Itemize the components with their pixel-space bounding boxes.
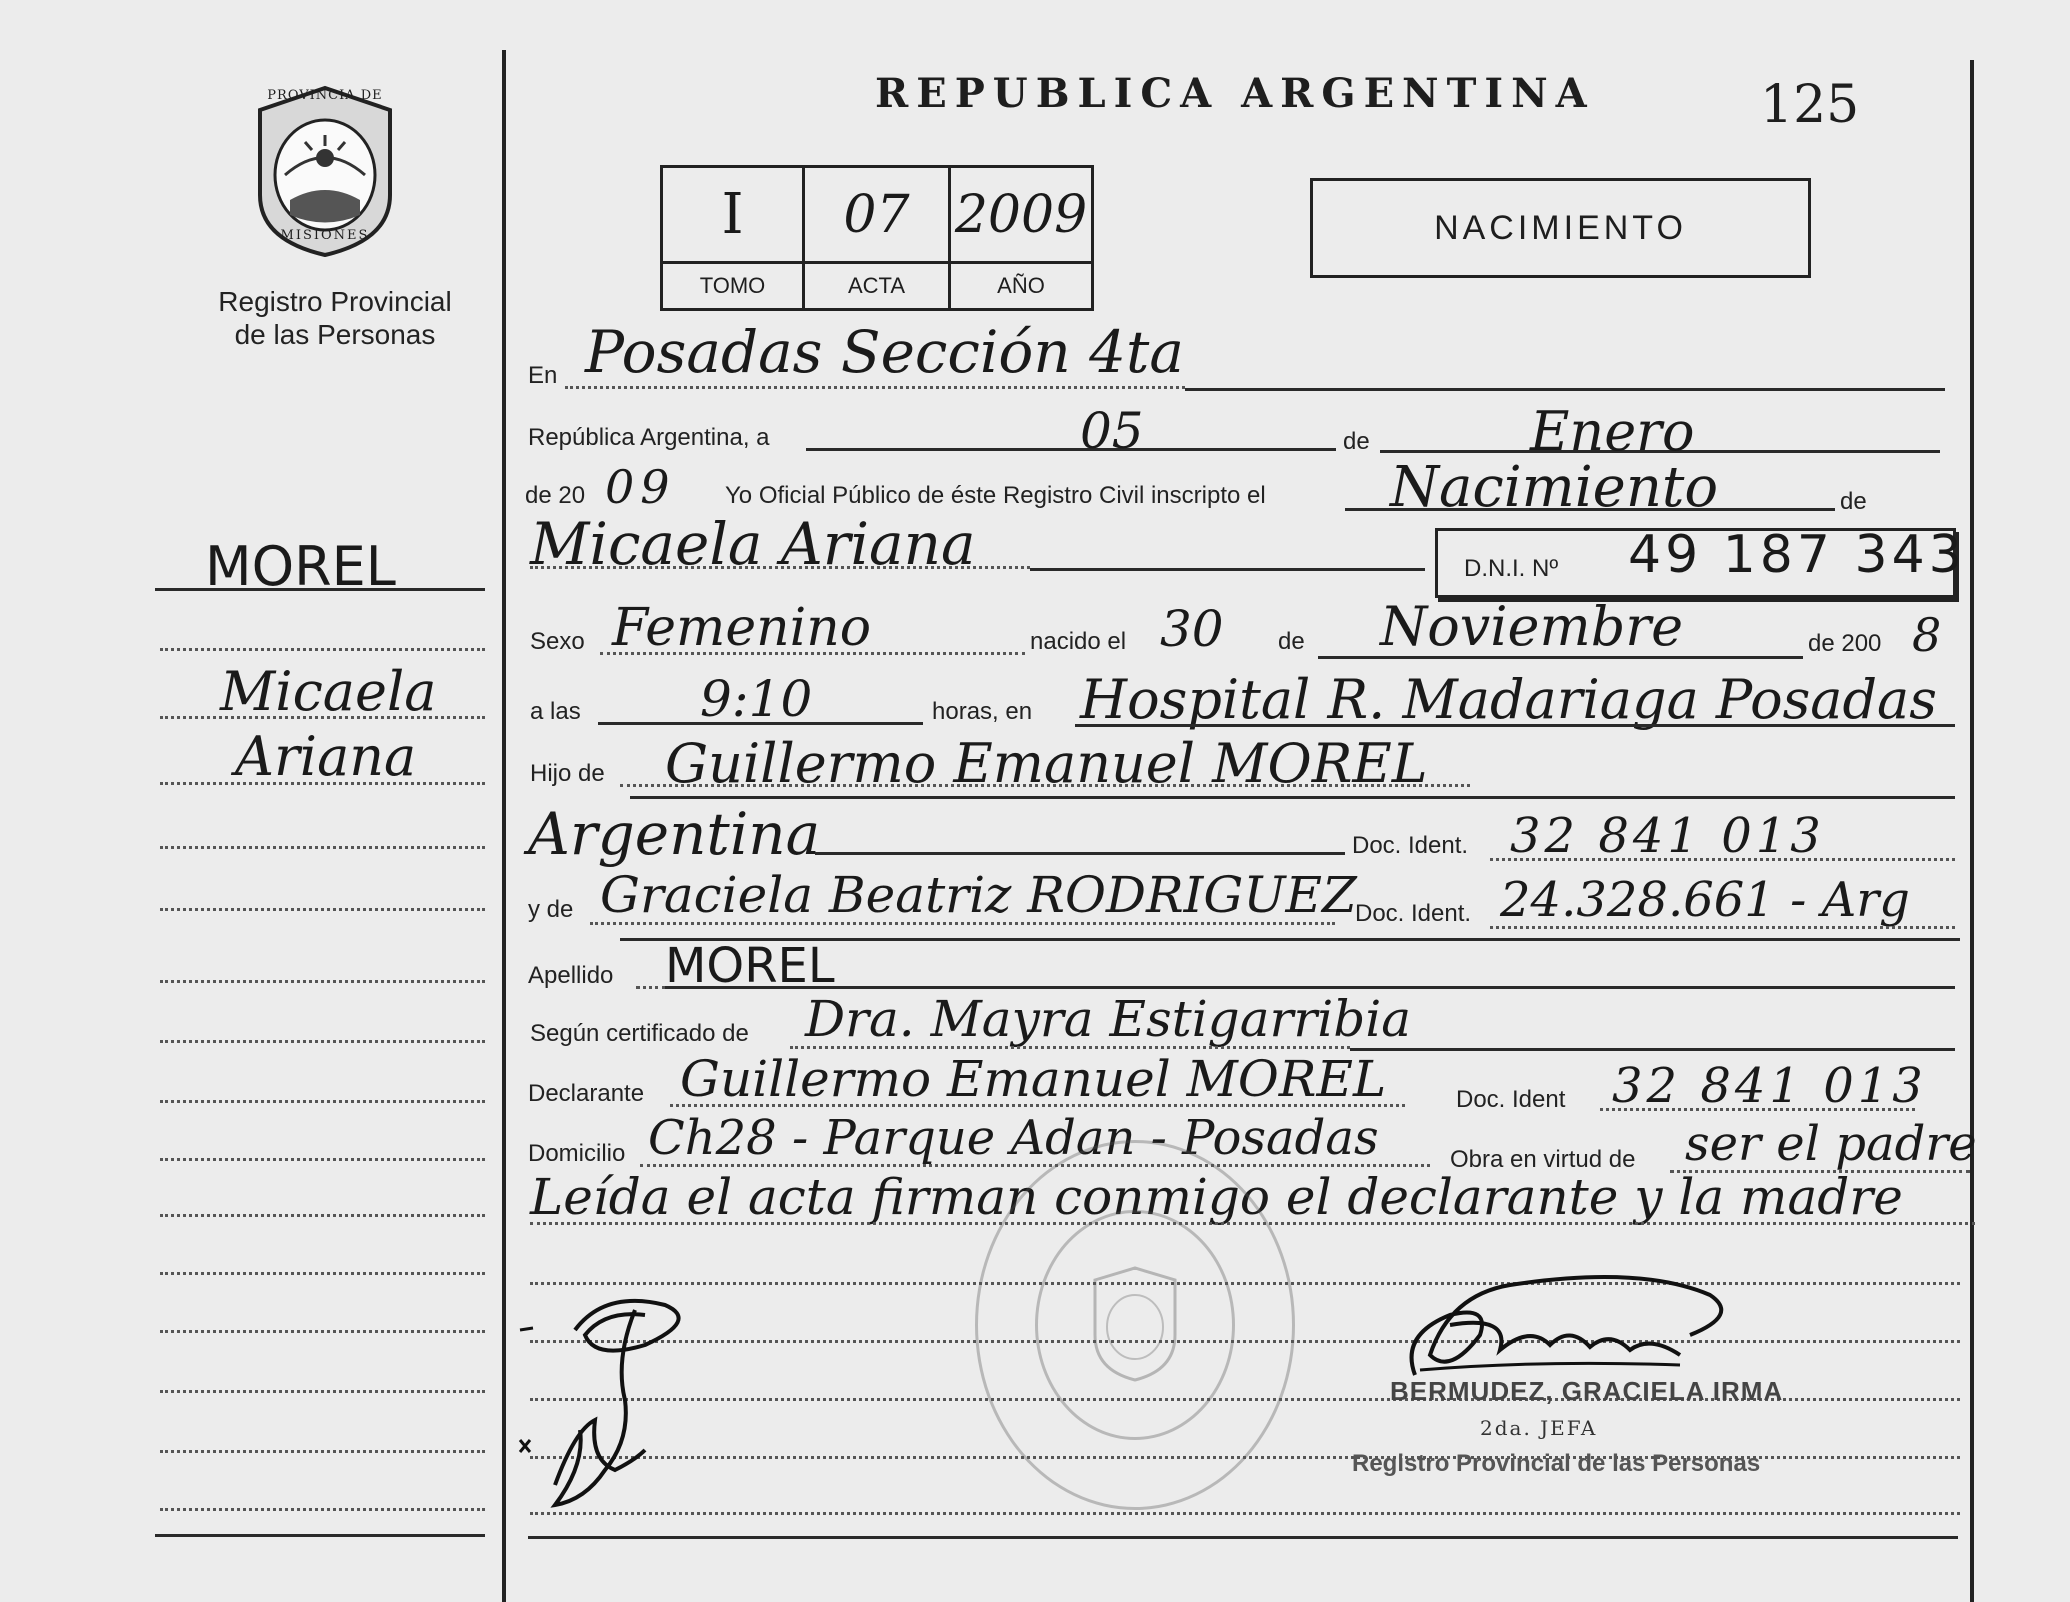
declarante-value: Guillermo Emanuel MOREL <box>680 1050 1387 1108</box>
country-heading: REPUBLICA ARGENTINA <box>875 70 1595 117</box>
page-number: 125 <box>1760 75 1860 135</box>
birth-day-value: 30 <box>1160 600 1224 658</box>
seal-top-text: PROVINCIA DE <box>267 88 383 103</box>
child-name-value: Micaela Ariana <box>530 510 976 578</box>
margin-line-1 <box>155 588 485 591</box>
day-value: 05 <box>1080 402 1144 460</box>
year-prefix-label: de 20 <box>525 482 586 509</box>
en-value: Posadas Sección 4ta <box>585 318 1184 386</box>
margin-line-7 <box>160 980 485 983</box>
official-name: BERMUDEZ, GRACIELA IRMA <box>1390 1376 1784 1406</box>
year-suffix-value: 09 <box>605 460 676 514</box>
margin-given-name-2: Ariana <box>235 725 417 788</box>
mother-doc-line <box>1490 926 1955 929</box>
page-right-border <box>1970 60 1974 1602</box>
place-value: Hospital R. Madariaga Posadas <box>1080 668 1937 731</box>
margin-line-12 <box>160 1272 485 1275</box>
form-bottom-line <box>528 1536 1958 1539</box>
de-label-1: de <box>1343 428 1370 455</box>
margin-line-11 <box>160 1214 485 1217</box>
declarante-doc-value: 32 841 013 <box>1612 1058 1927 1114</box>
dni-value: 49 187 343 <box>1628 525 1966 585</box>
father-nationality-line <box>815 852 1345 855</box>
closing-text: Leída el acta firman conmigo el declarante y la madre <box>530 1168 1903 1226</box>
de-label-2: de <box>1840 488 1867 515</box>
certificado-line <box>790 1046 1350 1049</box>
father-nationality-value: Argentina <box>528 800 821 868</box>
margin-line-10 <box>160 1158 485 1161</box>
birth-year-suffix-value: 8 <box>1912 608 1942 662</box>
mother-value: Graciela Beatriz RODRIGUEZ <box>600 866 1357 924</box>
margin-line-15 <box>160 1450 485 1453</box>
nacido-label: nacido el <box>1030 628 1127 655</box>
apellido-dots <box>636 986 666 989</box>
dni-label: D.N.I. Nº <box>1464 555 1559 582</box>
horas-label: horas, en <box>932 698 1033 725</box>
tomo-label: TOMO <box>663 264 805 308</box>
margin-line-6 <box>160 908 485 911</box>
hijo-label: Hijo de <box>530 760 605 787</box>
declarante-label: Declarante <box>528 1080 645 1107</box>
registry-box <box>660 165 1094 311</box>
en-line <box>565 386 1185 389</box>
doc-ident-label-3: Doc. Ident <box>1456 1086 1566 1113</box>
oficial-text: Yo Oficial Público de éste Registro Civil inscripto el <box>725 482 1266 509</box>
margin-given-name-1: Micaela <box>220 660 437 723</box>
en-label: En <box>528 362 558 389</box>
time-value: 9:10 <box>700 670 813 728</box>
republica-label: República Argentina, a <box>528 424 770 451</box>
column-divider <box>502 50 506 1602</box>
mother-doc-value: 24.328.661 - Arg <box>1500 872 1910 928</box>
declarant-signature-icon <box>515 1270 735 1520</box>
acta-label: ACTA <box>805 264 951 308</box>
margin-line-4 <box>160 782 485 785</box>
margin-line-bottom <box>155 1534 485 1537</box>
apellido-value: MOREL <box>665 938 835 994</box>
domicilio-label: Domicilio <box>528 1140 626 1167</box>
doc-ident-label-2: Doc. Ident. <box>1355 900 1472 927</box>
sexo-line <box>600 652 1025 655</box>
father-doc-value: 32 841 013 <box>1510 808 1825 864</box>
seal-bottom-text: MISIONES <box>280 228 370 243</box>
place-line <box>1075 724 1955 727</box>
father-value: Guillermo Emanuel MOREL <box>665 732 1428 795</box>
father-line-2 <box>630 796 1955 799</box>
apellido-line <box>665 986 1955 989</box>
obra-value: ser el padre <box>1685 1116 1977 1172</box>
en-line-solid <box>1185 388 1945 391</box>
domicilio-value: Ch28 - Parque Adan - Posadas <box>648 1110 1379 1166</box>
official-office: Registro Provincial de las Personas <box>1352 1450 1761 1477</box>
birth-year-label: de 200 <box>1808 630 1882 657</box>
registry-stamp <box>975 1140 1295 1510</box>
margin-line-5 <box>160 846 485 849</box>
sexo-label: Sexo <box>530 628 585 655</box>
sexo-value: Femenino <box>612 598 872 658</box>
mother-line <box>590 922 1335 925</box>
declarante-doc-line <box>1600 1108 1915 1111</box>
y-de-label: y de <box>528 896 574 923</box>
margin-line-9 <box>160 1100 485 1103</box>
certificado-label: Según certificado de <box>530 1020 749 1047</box>
certificado-value: Dra. Mayra Estigarribia <box>805 990 1412 1048</box>
official-title: 2da. JEFA <box>1480 1416 1598 1440</box>
de-label-3: de <box>1278 628 1305 655</box>
stamp-emblem-icon <box>1085 1265 1185 1385</box>
margin-line-16 <box>160 1508 485 1511</box>
acta-value: 07 <box>805 168 951 264</box>
child-name-line <box>530 566 1030 569</box>
day-line <box>806 448 1336 451</box>
certificado-line-solid <box>1350 1048 1955 1051</box>
document-type-box: NACIMIENTO <box>1310 178 1811 278</box>
act-type-value: Nacimiento <box>1390 455 1719 520</box>
child-name-line-solid <box>1030 568 1425 571</box>
margin-line-8 <box>160 1040 485 1043</box>
registry-name-line1: Registro Provincial <box>218 286 452 317</box>
obra-label: Obra en virtud de <box>1450 1146 1636 1173</box>
father-doc-line <box>1490 858 1955 861</box>
registry-name <box>190 285 480 351</box>
anio-value: 2009 <box>951 168 1091 264</box>
margin-line-13 <box>160 1330 485 1333</box>
margin-surname: MOREL <box>205 535 396 598</box>
apellido-label: Apellido <box>528 962 614 989</box>
anio-label: AÑO <box>997 273 1045 298</box>
doc-ident-label-1: Doc. Ident. <box>1352 832 1469 859</box>
father-line <box>620 784 1470 787</box>
a-las-label: a las <box>530 698 581 725</box>
registry-name-line2: de las Personas <box>234 319 436 350</box>
dni-box <box>1435 525 1966 598</box>
margin-line-3 <box>160 716 485 719</box>
margin-line-14 <box>160 1390 485 1393</box>
month-value: Enero <box>1530 400 1695 463</box>
margin-line-2 <box>160 648 485 651</box>
declarante-line <box>670 1104 1405 1107</box>
blank-line-5 <box>530 1512 1960 1515</box>
birth-month-value: Noviembre <box>1380 595 1684 658</box>
tomo-value: I <box>663 168 805 264</box>
